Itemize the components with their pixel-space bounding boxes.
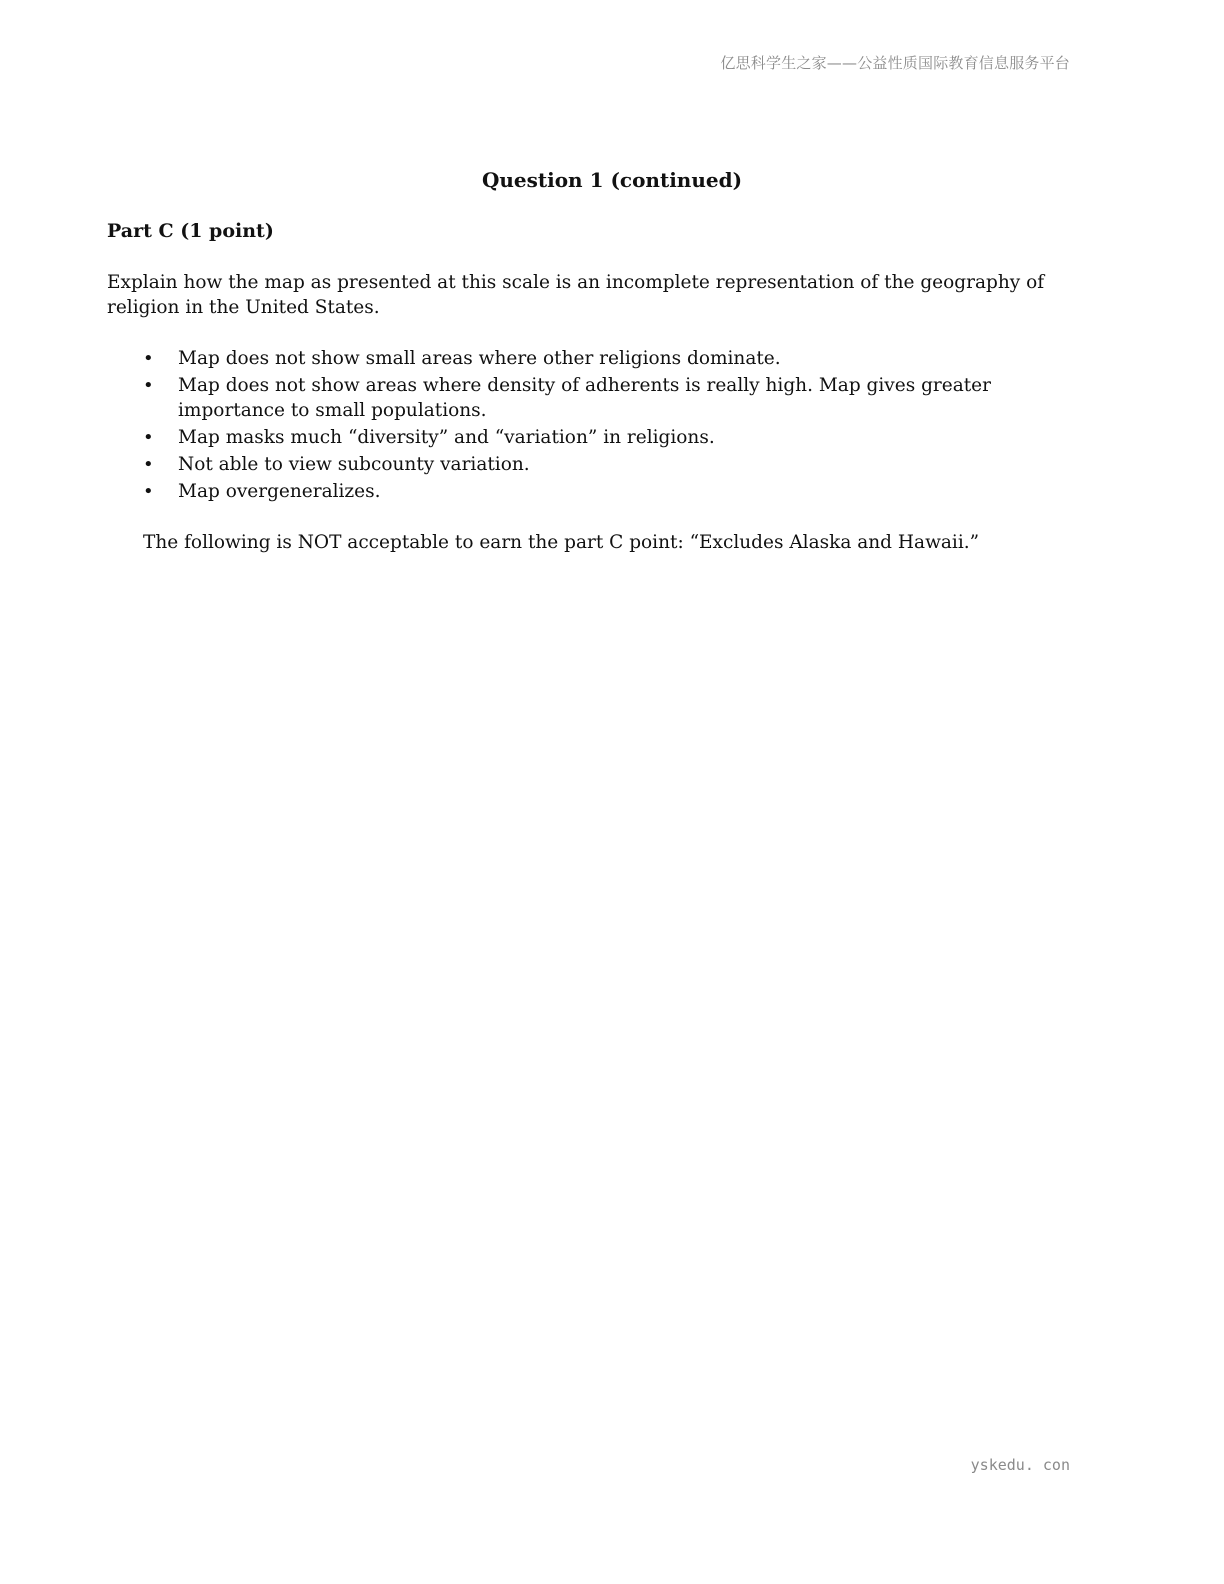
list-item <box>143 479 1103 504</box>
bullet-icon: • <box>143 454 154 475</box>
scoring-bullet-list <box>143 346 1103 506</box>
list-item <box>143 452 1103 477</box>
page-title: Question 1 (continued) <box>481 168 743 192</box>
footer-watermark: yskedu. con <box>970 1456 1070 1474</box>
list-item-text: Map does not show areas where density of adherents is really high. Map gives greater importance to small populations. <box>178 375 991 421</box>
question-prompt: Explain how the map as presented at this scale is an incomplete representation of the geography of religion in the United States. <box>107 272 1045 318</box>
header-watermark: 亿思科学生之家——公益性质国际教育信息服务平台 <box>720 54 1070 72</box>
bullet-icon: • <box>143 348 154 369</box>
not-acceptable-note: The following is NOT acceptable to earn the part C point: “Excludes Alaska and Hawaii.” <box>143 532 980 553</box>
list-item <box>143 425 1103 450</box>
part-c-heading: Part C (1 point) <box>107 220 274 242</box>
list-item-text: Map masks much “diversity” and “variation” in religions. <box>178 427 715 448</box>
list-item <box>143 373 1103 423</box>
list-item <box>143 346 1103 371</box>
bullet-icon: • <box>143 375 154 396</box>
bullet-icon: • <box>143 481 154 502</box>
list-item-text: Map does not show small areas where other religions dominate. <box>178 348 781 369</box>
bullet-icon: • <box>143 427 154 448</box>
list-item-text: Not able to view subcounty variation. <box>178 454 530 475</box>
list-item-text: Map overgeneralizes. <box>178 481 381 502</box>
